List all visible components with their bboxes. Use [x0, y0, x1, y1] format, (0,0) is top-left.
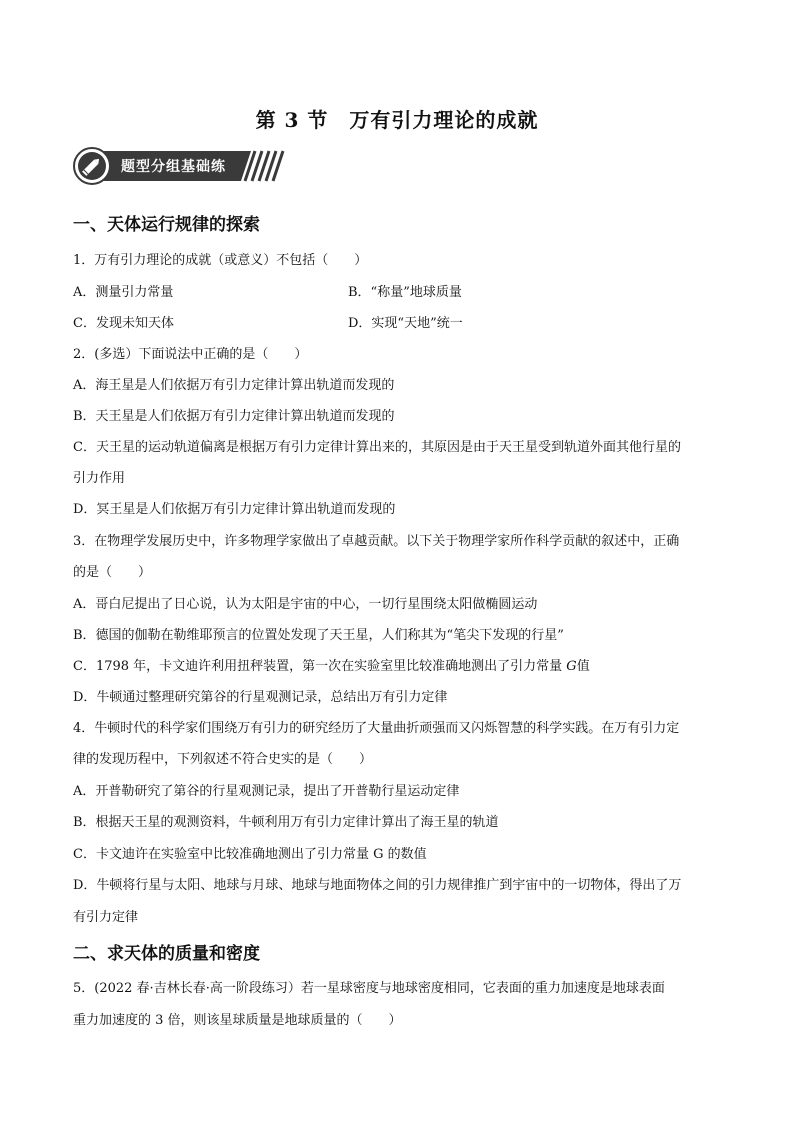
variable-g: G: [566, 659, 577, 674]
question-2-stem: 2．(多选）下面说法中正确的是（ ）: [73, 347, 308, 362]
question-5-stem-cont: 重力加速度的 3 倍，则该星球质量是地球质量的（ ）: [73, 1013, 402, 1028]
question-1-option-b: B．“称量”地球质量: [348, 285, 462, 300]
question-5-stem: 5．(2022 春·吉林长春·高一阶段练习）若一星球密度与地球密度相同，它表面的重力加速度是地球表面: [73, 981, 665, 996]
option-text: 值: [576, 659, 590, 674]
question-1-option-a: A．测量引力常量: [73, 285, 174, 300]
question-4-option-b: B．根据天王星的观测资料，牛顿利用万有引力定律计算出了海王星的轨道: [73, 815, 499, 830]
question-3-option-d: D．牛顿通过整理研究第谷的行星观测记录，总结出万有引力定律: [73, 690, 448, 705]
option-text: C．1798 年，卡文迪许利用扭秤装置，第一次在实验室里比较准确地测出了引力常量: [73, 659, 567, 674]
question-2-option-b: B．天王星是人们依据万有引力定律计算出轨道而发现的: [73, 409, 395, 424]
question-2-option-a: A．海王星是人们依据万有引力定律计算出轨道而发现的: [73, 378, 395, 393]
question-2-option-c: C．天王星的运动轨道偏离是根据万有引力定律计算出来的，其原因是由于天王星受到轨道外面其他行星的: [73, 440, 681, 455]
question-4-option-d: D．牛顿将行星与太阳、地球与月球、地球与地面物体之间的引力规律推广到宇宙中的一切物体，得出了万: [73, 878, 682, 893]
question-4-option-a: A．开普勒研究了第谷的行星观测记录，提出了开普勒行星运动定律: [73, 784, 460, 799]
question-3-option-c: [73, 655, 590, 674]
question-2-option-d: D．冥王星是人们依据万有引力定律计算出轨道而发现的: [73, 502, 396, 517]
question-4-stem: 4．牛顿时代的科学家们围绕万有引力的研究经历了大量曲折顽强而又闪烁智慧的科学实践。在万有引力定: [73, 721, 680, 736]
page-title: 第 3 节 万有引力理论的成就: [255, 108, 539, 132]
section-heading: 一、天体运行规律的探索: [73, 215, 260, 235]
section-banner: [73, 147, 285, 185]
banner-label: 题型分组基础练: [121, 159, 226, 175]
question-4-stem-cont: 律的发现历程中，下列叙述不符合史实的是（ ）: [73, 752, 373, 767]
question-1-stem: 1．万有引力理论的成就（或意义）不包括（ ）: [73, 253, 368, 268]
question-3-option-b: B．德国的伽勒在勒维耶预言的位置处发现了天王星，人们称其为“笔尖下发现的行星”: [73, 628, 564, 643]
question-1-option-c: C．发现未知天体: [73, 316, 174, 331]
section-heading: 二、求天体的质量和密度: [73, 944, 260, 964]
question-3-option-a: A．哥白尼提出了日心说，认为太阳是宇宙的中心，一切行星围绕太阳做椭圆运动: [73, 597, 538, 612]
question-3-stem-cont: 的是（ ）: [73, 565, 152, 580]
question-4-option-d-cont: 有引力定律: [73, 910, 139, 925]
question-3-stem: 3．在物理学发展历史中，许多物理学家做出了卓越贡献。以下关于物理学家所作科学贡献的叙述中，正确: [73, 534, 680, 549]
question-4-option-c: C．卡文迪许在实验室中比较准确地测出了引力常量 G 的数值: [73, 847, 427, 862]
question-1-option-d: D．实现“天地”统一: [348, 316, 463, 331]
question-2-option-c-cont: 引力作用: [73, 471, 126, 486]
